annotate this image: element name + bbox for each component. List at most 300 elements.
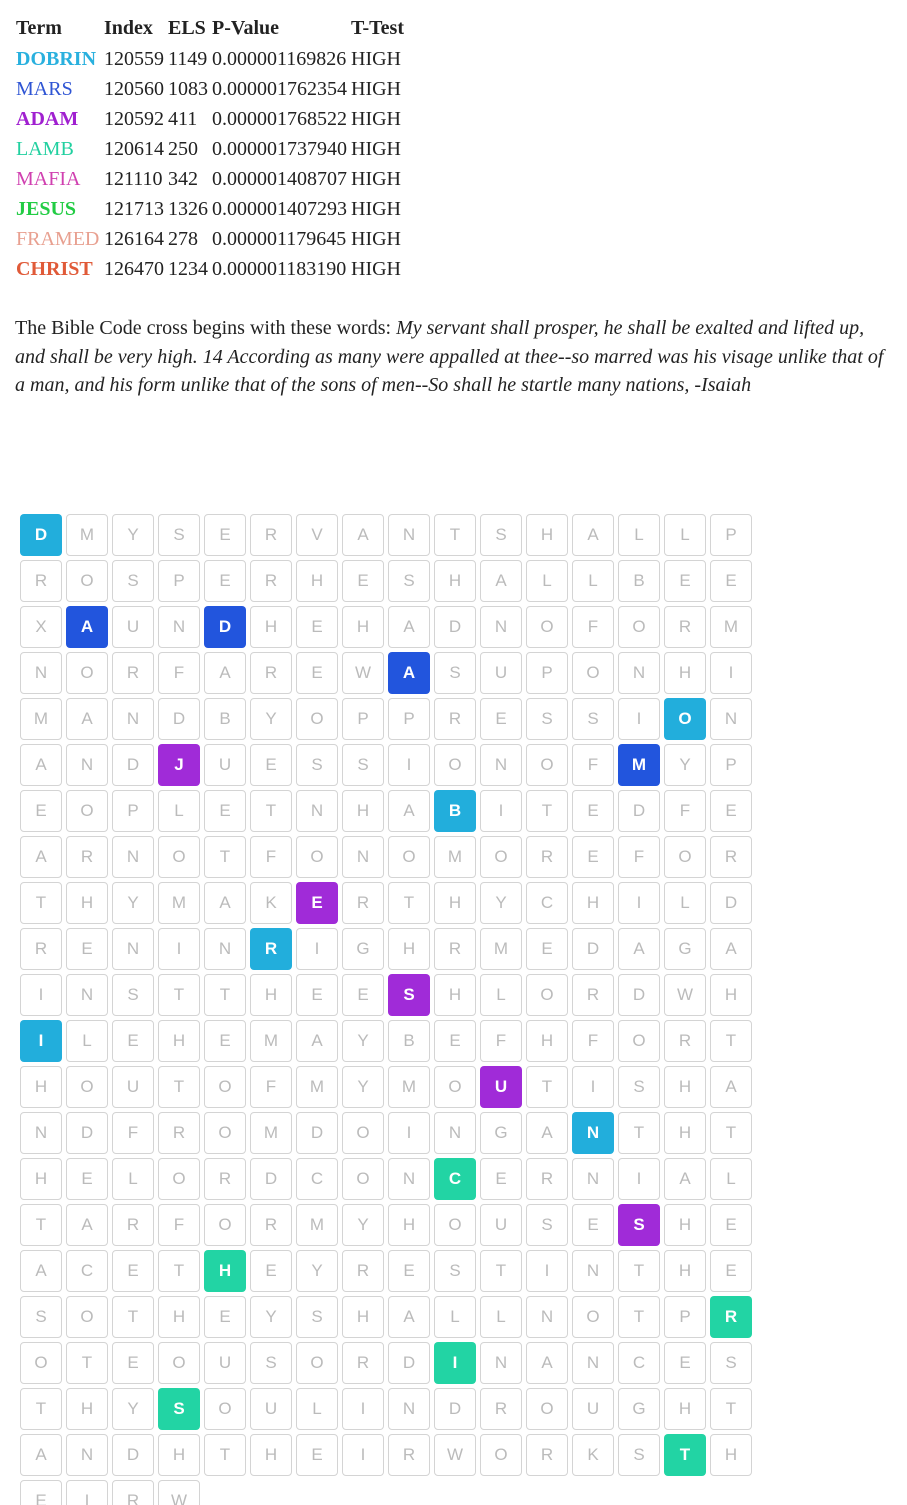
letter-cell: A bbox=[20, 1250, 62, 1292]
letter-cell: P bbox=[112, 790, 154, 832]
letter-cell: W bbox=[664, 974, 706, 1016]
els-cell: 250 bbox=[168, 137, 198, 160]
letter-cell: L bbox=[480, 974, 522, 1016]
letter-cell: N bbox=[66, 1434, 108, 1476]
letter-cell: M bbox=[250, 1112, 292, 1154]
letter-cell: N bbox=[526, 1296, 568, 1338]
letter-cell: L bbox=[526, 560, 568, 602]
grid-row bbox=[20, 836, 760, 882]
term-cell: FRAMED bbox=[16, 227, 100, 250]
letter-cell: E bbox=[296, 974, 338, 1016]
letter-cell: O bbox=[158, 1158, 200, 1200]
letter-cell: E bbox=[572, 836, 614, 878]
letter-cell: N bbox=[20, 1112, 62, 1154]
letter-cell: M bbox=[296, 1066, 338, 1108]
letter-cell: D bbox=[250, 1158, 292, 1200]
letter-cell: E bbox=[204, 790, 246, 832]
letter-cell: R bbox=[480, 1388, 522, 1430]
letter-cell: U bbox=[112, 606, 154, 648]
letter-cell: I bbox=[710, 652, 752, 694]
letter-cell: R bbox=[664, 1020, 706, 1062]
letter-cell: O bbox=[618, 1020, 660, 1062]
letter-cell: Y bbox=[480, 882, 522, 924]
letter-cell: H bbox=[158, 1434, 200, 1476]
letter-cell: F bbox=[250, 836, 292, 878]
letter-cell: I bbox=[388, 1112, 430, 1154]
letter-cell: H bbox=[434, 560, 476, 602]
letter-cell: F bbox=[158, 1204, 200, 1246]
letter-cell: T bbox=[710, 1020, 752, 1062]
letter-cell: E bbox=[664, 1342, 706, 1384]
table-row bbox=[14, 224, 406, 254]
letter-cell: T bbox=[112, 1296, 154, 1338]
letter-cell: G bbox=[618, 1388, 660, 1430]
letter-cell: T bbox=[480, 1250, 522, 1292]
index-cell: 120592 bbox=[104, 107, 164, 130]
letter-cell: H bbox=[572, 882, 614, 924]
grid-row bbox=[20, 652, 760, 698]
letter-cell: Y bbox=[250, 1296, 292, 1338]
letter-cell: O bbox=[66, 790, 108, 832]
letter-cell: M bbox=[158, 882, 200, 924]
letter-cell: H bbox=[710, 1434, 752, 1476]
letter-cell: A bbox=[664, 1158, 706, 1200]
ttest-cell: HIGH bbox=[351, 137, 401, 160]
letter-cell: H bbox=[664, 1250, 706, 1292]
letter-cell: E bbox=[296, 1434, 338, 1476]
ttest-cell: HIGH bbox=[351, 47, 401, 70]
grid-row bbox=[20, 1250, 760, 1296]
letter-cell: S bbox=[618, 1066, 660, 1108]
letter-cell: T bbox=[158, 974, 200, 1016]
index-cell: 120614 bbox=[104, 137, 164, 160]
letter-cell: S bbox=[342, 744, 384, 786]
pvalue-cell: 0.000001768522 bbox=[212, 107, 347, 130]
letter-cell: U bbox=[250, 1388, 292, 1430]
letter-cell: N bbox=[572, 1342, 614, 1384]
letter-cell: O bbox=[66, 1066, 108, 1108]
letter-cell: T bbox=[158, 1250, 200, 1292]
letter-cell: N bbox=[66, 744, 108, 786]
table-body bbox=[14, 44, 406, 284]
letter-cell: F bbox=[158, 652, 200, 694]
letter-cell: S bbox=[388, 560, 430, 602]
term-cell: JESUS bbox=[16, 197, 77, 220]
els-cell: 278 bbox=[168, 227, 198, 250]
grid-row bbox=[20, 1112, 760, 1158]
letter-cell: R bbox=[204, 1158, 246, 1200]
letter-cell: O bbox=[296, 836, 338, 878]
letter-cell: N bbox=[480, 1342, 522, 1384]
grid-row bbox=[20, 606, 760, 652]
letter-cell: A bbox=[342, 514, 384, 556]
letter-cell: A bbox=[526, 1342, 568, 1384]
letter-cell: A bbox=[296, 1020, 338, 1062]
letter-cell: P bbox=[388, 698, 430, 740]
letter-cell: W bbox=[158, 1480, 200, 1505]
letter-cell: S bbox=[434, 1250, 476, 1292]
els-cell: 342 bbox=[168, 167, 198, 190]
letter-cell: F bbox=[572, 1020, 614, 1062]
letter-cell: F bbox=[112, 1112, 154, 1154]
index-cell: 126164 bbox=[104, 227, 164, 250]
letter-cell: Y bbox=[250, 698, 292, 740]
term-cell: LAMB bbox=[16, 137, 74, 160]
letter-cell: H bbox=[664, 1388, 706, 1430]
letter-cell: A bbox=[388, 606, 430, 648]
letter-cell: R bbox=[20, 928, 62, 970]
grid-row bbox=[20, 1158, 760, 1204]
letter-cell: F bbox=[618, 836, 660, 878]
header-index: Index bbox=[104, 16, 153, 39]
letter-cell: T bbox=[434, 514, 476, 556]
letter-cell: D bbox=[66, 1112, 108, 1154]
letter-cell: D bbox=[572, 928, 614, 970]
letter-cell: H bbox=[250, 1434, 292, 1476]
letter-cell: C bbox=[618, 1342, 660, 1384]
letter-cell: T bbox=[20, 882, 62, 924]
letter-cell: S bbox=[296, 1296, 338, 1338]
letter-cell: R bbox=[112, 1480, 154, 1505]
letter-cell: A bbox=[20, 744, 62, 786]
letter-cell: H bbox=[388, 928, 430, 970]
letter-cell: M bbox=[710, 606, 752, 648]
letter-cell: A bbox=[20, 1434, 62, 1476]
letter-cell: E bbox=[296, 652, 338, 694]
letter-cell: R bbox=[112, 652, 154, 694]
letter-cell: S bbox=[572, 698, 614, 740]
highlighted-letter-cell: S bbox=[618, 1204, 660, 1246]
grid-row bbox=[20, 744, 760, 790]
letter-cell: B bbox=[618, 560, 660, 602]
pvalue-cell: 0.000001169826 bbox=[212, 47, 347, 70]
letter-cell: M bbox=[434, 836, 476, 878]
letter-cell: A bbox=[388, 1296, 430, 1338]
letter-cell: E bbox=[710, 560, 752, 602]
letter-cell: O bbox=[526, 974, 568, 1016]
letter-cell: L bbox=[158, 790, 200, 832]
letter-cell: S bbox=[20, 1296, 62, 1338]
letter-cell: O bbox=[158, 836, 200, 878]
letter-cell: O bbox=[204, 1388, 246, 1430]
grid-row bbox=[20, 790, 760, 836]
letter-cell: E bbox=[250, 744, 292, 786]
grid-row bbox=[20, 560, 760, 606]
letter-cell: I bbox=[66, 1480, 108, 1505]
letter-cell: S bbox=[112, 560, 154, 602]
letter-cell: H bbox=[20, 1066, 62, 1108]
quote-lead: The Bible Code cross begins with these words: bbox=[15, 317, 397, 339]
letter-cell: E bbox=[480, 1158, 522, 1200]
letter-cell: I bbox=[158, 928, 200, 970]
ttest-cell: HIGH bbox=[351, 257, 401, 280]
letter-cell: O bbox=[342, 1112, 384, 1154]
letter-cell: Y bbox=[112, 1388, 154, 1430]
table-row bbox=[14, 194, 406, 224]
letter-cell: H bbox=[388, 1204, 430, 1246]
highlighted-letter-cell: T bbox=[664, 1434, 706, 1476]
letter-cell: O bbox=[296, 698, 338, 740]
letter-cell: O bbox=[664, 836, 706, 878]
letter-cell: L bbox=[66, 1020, 108, 1062]
letter-cell: O bbox=[20, 1342, 62, 1384]
letter-cell: N bbox=[20, 652, 62, 694]
letter-cell: N bbox=[112, 836, 154, 878]
els-cell: 1326 bbox=[168, 197, 208, 220]
letter-cell: R bbox=[112, 1204, 154, 1246]
letter-cell: L bbox=[434, 1296, 476, 1338]
letter-cell: H bbox=[342, 790, 384, 832]
letter-cell: H bbox=[250, 974, 292, 1016]
letter-cell: H bbox=[664, 1066, 706, 1108]
letter-cell: D bbox=[618, 790, 660, 832]
letter-cell: N bbox=[618, 652, 660, 694]
letter-cell: P bbox=[664, 1296, 706, 1338]
letter-cell: N bbox=[204, 928, 246, 970]
grid-row bbox=[20, 882, 760, 928]
highlighted-letter-cell: O bbox=[664, 698, 706, 740]
letter-cell: L bbox=[480, 1296, 522, 1338]
pvalue-cell: 0.000001183190 bbox=[212, 257, 347, 280]
letter-cell: N bbox=[572, 1250, 614, 1292]
grid-row bbox=[20, 1296, 760, 1342]
term-cell: ADAM bbox=[16, 107, 79, 130]
bible-quote bbox=[15, 314, 885, 400]
letter-cell: A bbox=[710, 928, 752, 970]
letter-cell: D bbox=[618, 974, 660, 1016]
letter-cell: R bbox=[250, 560, 292, 602]
letter-cell: U bbox=[204, 744, 246, 786]
letter-cell: R bbox=[342, 1342, 384, 1384]
ttest-cell: HIGH bbox=[351, 167, 401, 190]
letter-cell: P bbox=[710, 744, 752, 786]
highlighted-letter-cell: I bbox=[434, 1342, 476, 1384]
letter-cell: T bbox=[526, 790, 568, 832]
letter-cell: N bbox=[572, 1158, 614, 1200]
letter-cell: I bbox=[618, 698, 660, 740]
letter-cell: N bbox=[434, 1112, 476, 1154]
letter-cell: N bbox=[66, 974, 108, 1016]
letter-cell: E bbox=[112, 1342, 154, 1384]
grid-row bbox=[20, 974, 760, 1020]
letter-cell: R bbox=[710, 836, 752, 878]
table-header-row bbox=[14, 14, 406, 44]
letter-cell: E bbox=[112, 1020, 154, 1062]
letter-cell: R bbox=[526, 836, 568, 878]
index-cell: 121110 bbox=[104, 167, 163, 190]
letter-cell: Y bbox=[664, 744, 706, 786]
letter-cell: U bbox=[204, 1342, 246, 1384]
letter-cell: T bbox=[618, 1112, 660, 1154]
letter-cell: M bbox=[66, 514, 108, 556]
letter-cell: O bbox=[434, 1204, 476, 1246]
letter-cell: F bbox=[572, 744, 614, 786]
grid-row bbox=[20, 1480, 760, 1505]
grid-row bbox=[20, 1388, 760, 1434]
letter-cell: U bbox=[480, 1204, 522, 1246]
letter-cell: V bbox=[296, 514, 338, 556]
term-cell: CHRIST bbox=[16, 257, 93, 280]
letter-cell: I bbox=[480, 790, 522, 832]
letter-cell: Y bbox=[342, 1204, 384, 1246]
letter-cell: E bbox=[572, 1204, 614, 1246]
grid-row bbox=[20, 1204, 760, 1250]
letter-cell: I bbox=[296, 928, 338, 970]
highlighted-letter-cell: H bbox=[204, 1250, 246, 1292]
letter-cell: T bbox=[618, 1250, 660, 1292]
table-row bbox=[14, 134, 406, 164]
letter-cell: T bbox=[204, 836, 246, 878]
letter-cell: O bbox=[296, 1342, 338, 1384]
letter-cell: H bbox=[664, 652, 706, 694]
letter-cell: D bbox=[710, 882, 752, 924]
els-cell: 411 bbox=[168, 107, 198, 130]
letter-cell: H bbox=[342, 1296, 384, 1338]
letter-cell: O bbox=[572, 652, 614, 694]
highlighted-letter-cell: E bbox=[296, 882, 338, 924]
letter-cell: O bbox=[480, 1434, 522, 1476]
grid-row bbox=[20, 928, 760, 974]
letter-cell: O bbox=[526, 606, 568, 648]
letter-cell: A bbox=[618, 928, 660, 970]
letter-cell: R bbox=[434, 928, 476, 970]
letter-cell: H bbox=[20, 1158, 62, 1200]
letter-cell: E bbox=[526, 928, 568, 970]
letter-cell: A bbox=[480, 560, 522, 602]
index-cell: 120560 bbox=[104, 77, 164, 100]
els-cell: 1149 bbox=[168, 47, 208, 70]
header-pvalue: P-Value bbox=[212, 16, 280, 39]
highlighted-letter-cell: S bbox=[158, 1388, 200, 1430]
letter-cell: Y bbox=[112, 514, 154, 556]
letter-cell: S bbox=[296, 744, 338, 786]
grid-row bbox=[20, 698, 760, 744]
letter-cell: E bbox=[296, 606, 338, 648]
letter-cell: F bbox=[572, 606, 614, 648]
grid-row bbox=[20, 514, 760, 560]
letter-cell: S bbox=[710, 1342, 752, 1384]
letter-cell: I bbox=[388, 744, 430, 786]
highlighted-letter-cell: M bbox=[618, 744, 660, 786]
letter-cell: T bbox=[388, 882, 430, 924]
letter-cell: G bbox=[342, 928, 384, 970]
letter-cell: L bbox=[664, 514, 706, 556]
letter-cell: P bbox=[710, 514, 752, 556]
letter-cell: T bbox=[618, 1296, 660, 1338]
letter-cell: B bbox=[388, 1020, 430, 1062]
letter-cell: E bbox=[342, 974, 384, 1016]
letter-cell: E bbox=[204, 1020, 246, 1062]
letter-cell: R bbox=[20, 560, 62, 602]
letter-cell: G bbox=[664, 928, 706, 970]
letter-cell: O bbox=[158, 1342, 200, 1384]
letter-cell: U bbox=[112, 1066, 154, 1108]
letter-cell: T bbox=[204, 1434, 246, 1476]
letter-cell: E bbox=[434, 1020, 476, 1062]
letter-cell: S bbox=[526, 1204, 568, 1246]
letter-cell: S bbox=[618, 1434, 660, 1476]
letter-cell: N bbox=[112, 698, 154, 740]
letter-cell: A bbox=[526, 1112, 568, 1154]
letter-cell: H bbox=[664, 1204, 706, 1246]
letter-cell: Y bbox=[296, 1250, 338, 1292]
letter-cell: P bbox=[526, 652, 568, 694]
letter-cell: K bbox=[572, 1434, 614, 1476]
pvalue-cell: 0.000001762354 bbox=[212, 77, 347, 100]
highlighted-letter-cell: N bbox=[572, 1112, 614, 1154]
letter-cell: U bbox=[572, 1388, 614, 1430]
letter-cell: C bbox=[296, 1158, 338, 1200]
letter-cell: H bbox=[434, 974, 476, 1016]
letter-cell: E bbox=[710, 1204, 752, 1246]
letter-cell: T bbox=[710, 1112, 752, 1154]
letter-cell: H bbox=[158, 1296, 200, 1338]
letter-cell: O bbox=[66, 1296, 108, 1338]
header-ttest: T-Test bbox=[351, 16, 404, 39]
table-row bbox=[14, 164, 406, 194]
letter-cell: E bbox=[664, 560, 706, 602]
letter-cell: H bbox=[434, 882, 476, 924]
els-cell: 1234 bbox=[168, 257, 208, 280]
letter-cell: F bbox=[250, 1066, 292, 1108]
letter-cell: N bbox=[296, 790, 338, 832]
letter-cell: R bbox=[66, 836, 108, 878]
letter-cell: T bbox=[250, 790, 292, 832]
letter-cell: S bbox=[480, 514, 522, 556]
letter-cell: R bbox=[526, 1158, 568, 1200]
table-row bbox=[14, 44, 406, 74]
letter-cell: L bbox=[296, 1388, 338, 1430]
grid-row bbox=[20, 1020, 760, 1066]
letter-cell: S bbox=[158, 514, 200, 556]
letter-cell: D bbox=[112, 1434, 154, 1476]
letter-cell: H bbox=[342, 606, 384, 648]
letter-cell: N bbox=[388, 514, 430, 556]
bible-code-letter-grid bbox=[20, 514, 760, 1505]
grid-row bbox=[20, 1434, 760, 1480]
term-cell: MARS bbox=[16, 77, 73, 100]
letter-cell: E bbox=[342, 560, 384, 602]
pvalue-cell: 0.000001407293 bbox=[212, 197, 347, 220]
letter-cell: L bbox=[112, 1158, 154, 1200]
letter-cell: R bbox=[526, 1434, 568, 1476]
ttest-cell: HIGH bbox=[351, 197, 401, 220]
index-cell: 126470 bbox=[104, 257, 164, 280]
letter-cell: I bbox=[618, 1158, 660, 1200]
pvalue-cell: 0.000001179645 bbox=[212, 227, 347, 250]
letter-cell: U bbox=[480, 652, 522, 694]
letter-cell: S bbox=[250, 1342, 292, 1384]
ttest-cell: HIGH bbox=[351, 227, 401, 250]
highlighted-letter-cell: A bbox=[66, 606, 108, 648]
letter-cell: E bbox=[388, 1250, 430, 1292]
letter-cell: T bbox=[710, 1388, 752, 1430]
letter-cell: D bbox=[158, 698, 200, 740]
highlighted-letter-cell: R bbox=[710, 1296, 752, 1338]
letter-cell: R bbox=[250, 652, 292, 694]
letter-cell: C bbox=[66, 1250, 108, 1292]
letter-cell: O bbox=[204, 1066, 246, 1108]
letter-cell: N bbox=[342, 836, 384, 878]
letter-cell: L bbox=[572, 560, 614, 602]
els-cell: 1083 bbox=[168, 77, 208, 100]
letter-cell: I bbox=[342, 1388, 384, 1430]
letter-cell: I bbox=[342, 1434, 384, 1476]
letter-cell: E bbox=[710, 1250, 752, 1292]
letter-cell: A bbox=[710, 1066, 752, 1108]
letter-cell: L bbox=[710, 1158, 752, 1200]
highlighted-letter-cell: R bbox=[250, 928, 292, 970]
